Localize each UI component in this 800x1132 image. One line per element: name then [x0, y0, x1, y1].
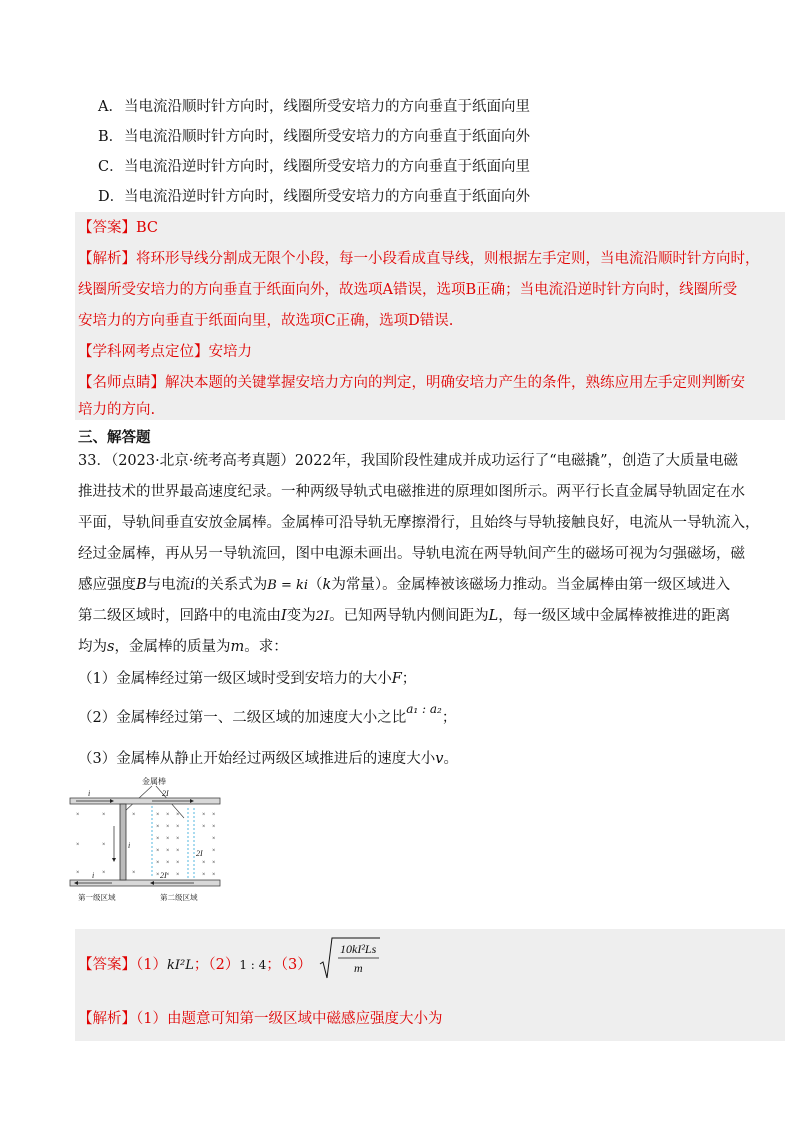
svg-text:×: × — [212, 872, 216, 878]
q32-analysis-line-2: 线圈所受安培力的方向垂直于纸面向外，故选项A错误，选项B正确；当电流沿逆时针方向时，线圈所受 — [78, 282, 738, 298]
svg-text:×: × — [212, 860, 216, 866]
region-2-label: 第二级区域 — [160, 893, 198, 902]
region-1-label: 第一级区域 — [78, 893, 116, 902]
q33-sub-3: （3）金属棒从静止开始经过两级区域推进后的速度大小v。 — [78, 751, 458, 767]
svg-text:×: × — [176, 824, 180, 830]
option-b: B．当电流沿顺时针方向时，线圈所受安培力的方向垂直于纸面向外 — [98, 129, 530, 145]
top-current-label-2: 2I — [162, 789, 169, 798]
rod-arrowhead — [112, 858, 116, 862]
q33-sub-2: （2）金属棒经过第一、二级区域的加速度大小之比$^{a_1 : a_2}$； — [78, 702, 457, 726]
figure-rod-label: 金属棒 — [142, 777, 166, 786]
svg-text:×: × — [176, 848, 180, 854]
q32-analysis-line-3: 安培力的方向垂直于纸面向里，故选项C正确，选项D错误. — [78, 313, 454, 329]
q33-answer-sqrt-formula — [318, 936, 382, 980]
svg-text:×: × — [102, 870, 106, 876]
section-title: 三、解答题 — [78, 429, 151, 446]
svg-text:×: × — [166, 836, 170, 842]
sqrt-numerator: 10kI²Ls — [340, 942, 377, 956]
bottom-current-label-2: 2I — [160, 871, 167, 880]
q32-knowledge-point: 【学科网考点定位】安培力 — [78, 344, 252, 360]
bottom-current-label-1: i — [92, 871, 95, 880]
svg-text:×: × — [166, 812, 170, 818]
q33-line-3: 平面，导轨间垂直安放金属棒。金属棒可沿导轨无摩擦滑行，且始终与导轨接触良好，电流从一导轨流入， — [78, 515, 760, 531]
svg-text:×: × — [156, 812, 160, 818]
q32-answer: 【答案】BC — [78, 220, 159, 236]
q33-line-2: 推进技术的世界最高速度纪录。一种两级导轨式电磁推进的原理如图所示。两平行长直金属导轨固定在水 — [78, 484, 745, 500]
option-c: C．当电流沿逆时针方向时，线圈所受安培力的方向垂直于纸面向里 — [98, 159, 530, 175]
svg-text:×: × — [166, 824, 170, 830]
q33-line-6: 第二级区域时，回路中的电流由I变为2I。已知两导轨内侧间距为L，每一级区域中金属棒被推进的距离 — [78, 608, 731, 624]
top-current-label-1: i — [88, 789, 91, 798]
svg-text:×: × — [102, 812, 106, 818]
option-a: A．当电流沿顺时针方向时，线圈所受安培力的方向垂直于纸面向里 — [98, 99, 530, 115]
svg-text:×: × — [76, 870, 80, 876]
svg-text:×: × — [76, 842, 80, 848]
q33-answer: 【答案】（1）kI²L；（2）1 : 4；（3） — [78, 957, 312, 973]
q33-analysis: 【解析】（1）由题意可知第一级区域中磁感应强度大小为 — [78, 1011, 443, 1027]
svg-text:×: × — [176, 872, 180, 878]
svg-text:×: × — [166, 860, 170, 866]
svg-text:×: × — [156, 872, 160, 878]
q33-line-1: 33．（2023·北京·统考高考真题）2022年，我国阶段性建成并成功运行了“电磁撬”，创造了大质量电磁 — [78, 453, 739, 469]
svg-text:×: × — [132, 812, 136, 818]
svg-text:×: × — [132, 870, 136, 876]
svg-text:×: × — [166, 872, 170, 878]
sqrt-denominator: m — [354, 961, 363, 975]
svg-text:×: × — [176, 812, 180, 818]
rail-figure — [62, 774, 232, 910]
svg-text:×: × — [102, 842, 106, 848]
svg-text:×: × — [202, 860, 206, 866]
q32-tip-line-1: 【名师点睛】解决本题的关键掌握安培力方向的判定，明确安培力产生的条件，熟练应用左手定则判断安 — [78, 375, 745, 391]
svg-text:×: × — [76, 812, 80, 818]
svg-text:×: × — [212, 824, 216, 830]
q33-line-4: 经过金属棒，再从另一导轨流回，图中电源未画出。导轨电流在两导轨间产生的磁场可视为匀强磁场，磁 — [78, 546, 745, 562]
q32-analysis-line-1: 【解析】将环形导线分割成无限个小段，每一小段看成直导线，则根据左手定则，当电流沿顺时针方向时， — [78, 251, 760, 267]
svg-text:×: × — [166, 848, 170, 854]
svg-text:×: × — [202, 812, 206, 818]
svg-text:×: × — [156, 848, 160, 854]
rod-current-label: i — [128, 841, 131, 850]
svg-text:×: × — [156, 824, 160, 830]
rod-current-label-2: 2I — [196, 849, 203, 858]
q32-tip-line-2: 培力的方向. — [78, 402, 156, 418]
svg-text:×: × — [202, 872, 206, 878]
option-d: D．当电流沿逆时针方向时，线圈所受安培力的方向垂直于纸面向外 — [98, 189, 530, 205]
metal-rod — [120, 804, 126, 880]
q33-line-5: 感应强度B与电流i的关系式为B = ki（k为常量）。金属棒被该磁场力推动。当金属棒由第一级区域进入 — [78, 577, 731, 593]
q33-line-7: 均为s，金属棒的质量为m。求： — [78, 639, 288, 655]
svg-text:×: × — [212, 812, 216, 818]
magnetic-field-region-1 — [76, 812, 135, 876]
svg-text:×: × — [176, 836, 180, 842]
svg-text:×: × — [156, 836, 160, 842]
svg-text:×: × — [156, 860, 160, 866]
q33-sub-1: （1）金属棒经过第一级区域时受到安培力的大小F； — [78, 671, 417, 687]
svg-text:×: × — [212, 848, 216, 854]
svg-text:×: × — [176, 860, 180, 866]
svg-text:×: × — [212, 836, 216, 842]
svg-text:×: × — [202, 824, 206, 830]
magnetic-field-region-2 — [156, 812, 215, 878]
